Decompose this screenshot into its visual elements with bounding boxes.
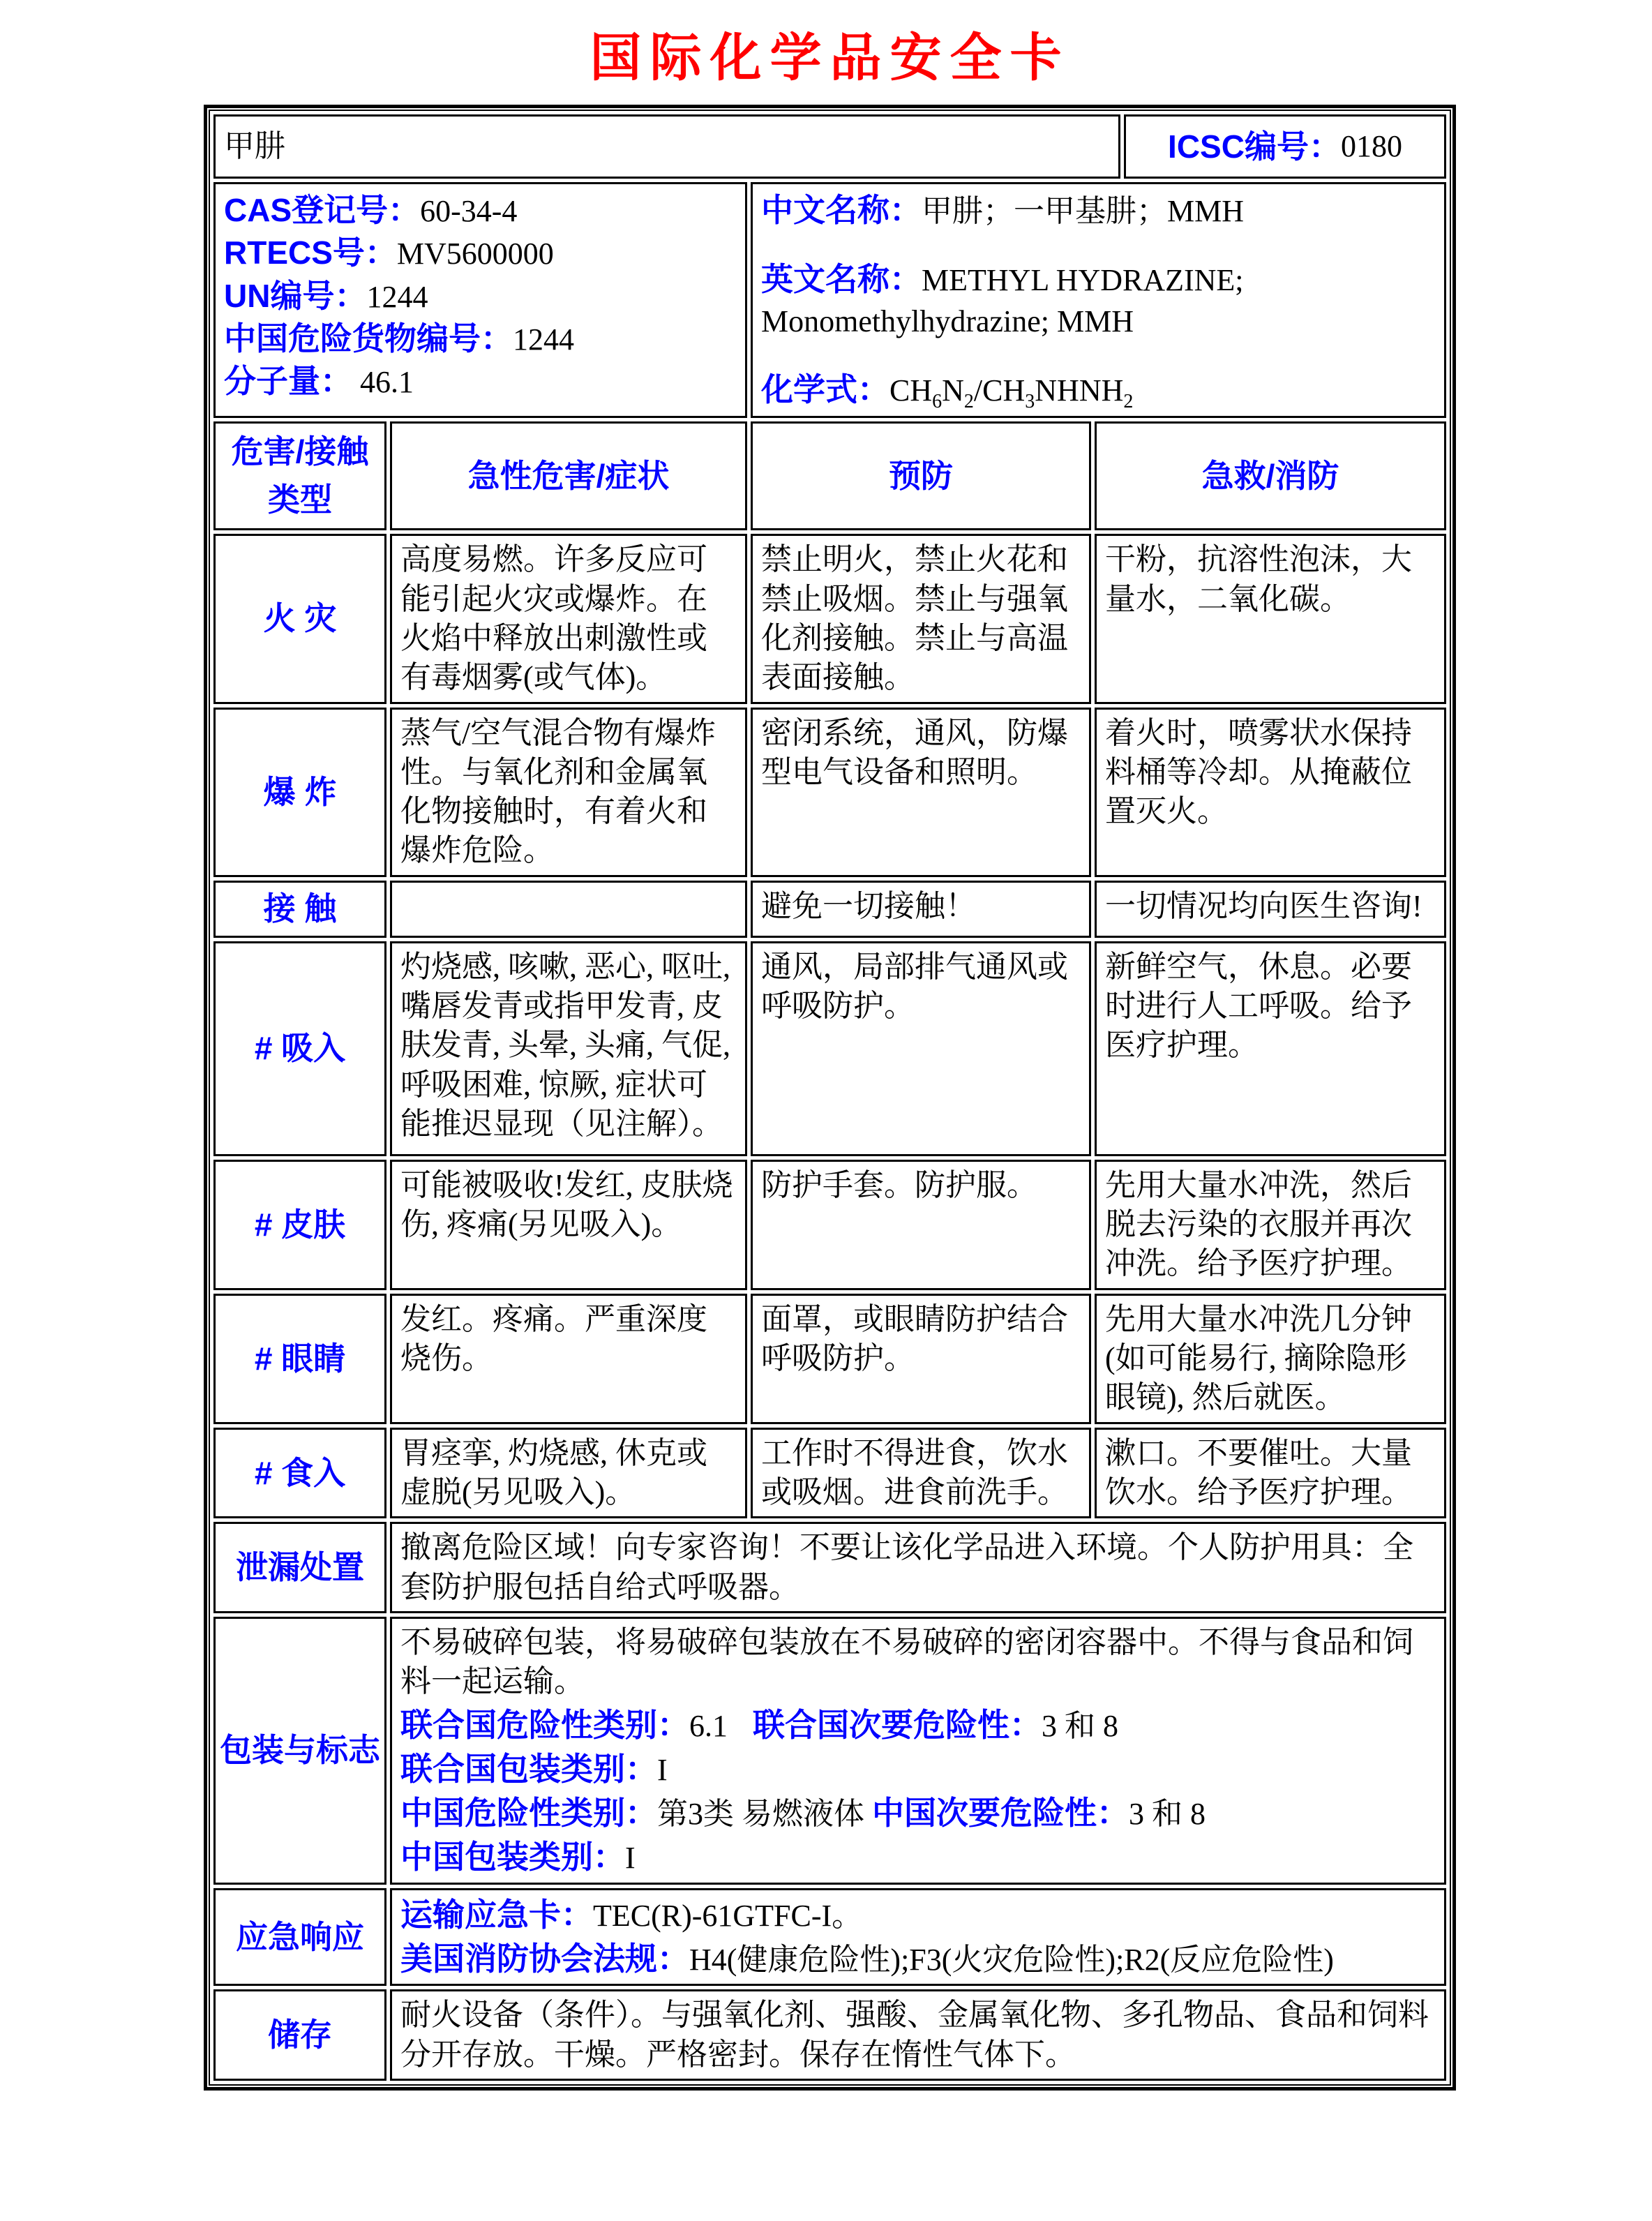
un-number-line: UN编号：1244 <box>224 277 428 314</box>
icsc-number-cell <box>1124 114 1446 179</box>
contact-prevention-cell: 避免一切接触！ <box>751 881 1091 938</box>
hazard-row-explosion <box>213 708 1446 877</box>
storage-label: 储存 <box>213 1989 386 2081</box>
icsc-label: ICSC编号： <box>1168 128 1341 165</box>
packaging-text-cell <box>390 1617 1446 1885</box>
hazard-row-ingestion <box>213 1428 1446 1519</box>
china-pack-group-line: 中国包装类别：I <box>400 1839 636 1876</box>
storage-row <box>213 1989 1446 2081</box>
icsc-page <box>204 0 1456 2091</box>
hazard-header-row <box>213 421 1446 530</box>
fire-prevention-cell: 禁止明火，禁止火花和禁止吸烟。禁止与强氧化剂接触。禁止与高温表面接触。 <box>751 534 1091 703</box>
transport-emergency-card-line: 运输应急卡：TEC(R)-61GTFC-I。 <box>400 1896 863 1933</box>
icsc-number: 0180 <box>1340 128 1402 163</box>
ingestion-firstaid-cell: 漱口。不要催吐。大量饮水。给予医疗护理。 <box>1095 1428 1446 1519</box>
ingestion-type-label: # 食入 <box>213 1428 386 1519</box>
nfpa-code-line: 美国消防协会法规：H4(健康危险性);F3(火灾危险性);R2(反应危险性) <box>400 1940 1334 1977</box>
hazard-row-skin <box>213 1160 1446 1290</box>
emergency-row <box>213 1888 1446 1987</box>
explosion-prevention-cell: 密闭系统，通风，防爆型电气设备和照明。 <box>751 708 1091 877</box>
explosion-firstaid-cell: 着火时，喷雾状水保持料桶等冷却。从掩蔽位置灭火。 <box>1095 708 1446 877</box>
rtecs-number-line: RTECS号：MV5600000 <box>224 234 554 271</box>
english-name-line-2: Monomethylhydrazine; MMH <box>761 304 1134 338</box>
spill-label: 泄漏处置 <box>213 1522 386 1613</box>
inhalation-firstaid-cell: 新鲜空气，休息。必要时进行人工呼吸。给予医疗护理。 <box>1095 941 1446 1156</box>
fire-type-label: 火 灾 <box>213 534 386 703</box>
emergency-text-cell <box>390 1888 1446 1987</box>
inhalation-type-label: # 吸入 <box>213 941 386 1156</box>
spill-row <box>213 1522 1446 1613</box>
identifiers-row <box>213 182 1446 418</box>
substance-name: 甲肼 <box>224 128 285 163</box>
molecular-weight-line: 分子量： 46.1 <box>224 363 414 400</box>
chemical-formula-line <box>761 369 1436 410</box>
ingestion-prevention-cell: 工作时不得进食，饮水或吸烟。进食前洗手。 <box>751 1428 1091 1519</box>
skin-firstaid-cell: 先用大量水冲洗，然后脱去污染的衣服并再次冲洗。给予医疗护理。 <box>1095 1160 1446 1290</box>
un-pack-group-line: 联合国包装类别：I <box>400 1750 668 1787</box>
substance-name-cell <box>213 114 1120 179</box>
header-prevention: 预防 <box>751 421 1091 530</box>
header-acute-hazards: 急性危害/症状 <box>390 421 747 530</box>
chinese-name-line: 中文名称：甲肼；一甲基肼；MMH <box>761 192 1245 228</box>
packaging-label: 包装与标志 <box>213 1617 386 1885</box>
hazard-row-contact <box>213 881 1446 938</box>
skin-type-label: # 皮肤 <box>213 1160 386 1290</box>
identifiers-left-cell <box>213 182 747 418</box>
icsc-card <box>204 105 1456 2091</box>
explosion-symptoms-cell: 蒸气/空气混合物有爆炸性。与氧化剂和金属氧化物接触时，有着火和爆炸危险。 <box>390 708 747 877</box>
china-hazard-class-line: 中国危险性类别：第3类 易燃液体 中国次要危险性：3 和 8 <box>400 1795 1206 1832</box>
contact-type-label: 接 触 <box>213 881 386 938</box>
skin-prevention-cell: 防护手套。防护服。 <box>751 1160 1091 1290</box>
eyes-type-label: # 眼睛 <box>213 1294 386 1424</box>
eyes-prevention-cell: 面罩，或眼睛防护结合呼吸防护。 <box>751 1294 1091 1424</box>
english-name-line: 英文名称：METHYL HYDRAZINE; <box>761 261 1244 298</box>
hazard-row-inhalation <box>213 941 1446 1156</box>
page-title: 国际化学品安全卡 <box>590 30 1070 87</box>
header-first-aid: 急救/消防 <box>1095 421 1446 530</box>
packaging-note: 不易破碎包装，将易破碎包装放在不易破碎的密闭容器中。不得与食品和饲料一起运输。 <box>400 1624 1413 1699</box>
contact-symptoms-cell <box>390 881 747 938</box>
icsc-card-inner <box>209 110 1451 2086</box>
cas-number-line: CAS登记号：60-34-4 <box>224 192 518 228</box>
inhalation-symptoms-cell: 灼烧感, 咳嗽, 恶心, 呕吐, 嘴唇发青或指甲发青, 皮肤发青, 头晕, 头痛, 气促, 呼吸困难, 惊厥, 症状可能推迟显现（见注解）。 <box>390 941 747 1156</box>
contact-firstaid-cell: 一切情况均向医生咨询! <box>1095 881 1446 938</box>
card-header-row <box>213 114 1446 179</box>
eyes-symptoms-cell: 发红。疼痛。严重深度烧伤。 <box>390 1294 747 1424</box>
identifiers-right-cell <box>751 182 1446 418</box>
fire-symptoms-cell: 高度易燃。许多反应可能引起火灾或爆炸。在火焰中释放出刺激性或有毒烟雾(或气体)。 <box>390 534 747 703</box>
chemical-formula: $CH_6N_2/CH_3NHNH_2$ <box>889 373 1134 412</box>
formula-label: 化学式： <box>761 371 889 407</box>
un-hazard-class-line: 联合国危险性类别：6.1 联合国次要危险性：3 和 8 <box>400 1706 1118 1743</box>
packaging-row <box>213 1617 1446 1885</box>
spill-text-cell: 撤离危险区域！向专家咨询！不要让该化学品进入环境。个人防护用具：全套防护服包括自给式呼吸器。 <box>390 1522 1446 1613</box>
storage-text-cell: 耐火设备（条件）。与强氧化剂、强酸、金属氧化物、多孔物品、食品和饲料分开存放。干燥。严格密封。保存在惰性气体下。 <box>390 1989 1446 2081</box>
hazard-row-eyes <box>213 1294 1446 1424</box>
skin-symptoms-cell: 可能被吸收!发红, 皮肤烧伤, 疼痛(另见吸入)。 <box>390 1160 747 1290</box>
china-dg-number-line: 中国危险货物编号：1244 <box>224 320 574 357</box>
inhalation-prevention-cell: 通风，局部排气通风或呼吸防护。 <box>751 941 1091 1156</box>
explosion-type-label: 爆 炸 <box>213 708 386 877</box>
eyes-firstaid-cell: 先用大量水冲洗几分钟(如可能易行, 摘除隐形眼镜), 然后就医。 <box>1095 1294 1446 1424</box>
hazard-row-fire <box>213 534 1446 703</box>
ingestion-symptoms-cell: 胃痉挛, 灼烧感, 休克或虚脱(另见吸入)。 <box>390 1428 747 1519</box>
header-hazard-type: 危害/接触类型 <box>213 421 386 530</box>
emergency-label: 应急响应 <box>213 1888 386 1987</box>
fire-firstaid-cell: 干粉，抗溶性泡沫，大量水，二氧化碳。 <box>1095 534 1446 703</box>
